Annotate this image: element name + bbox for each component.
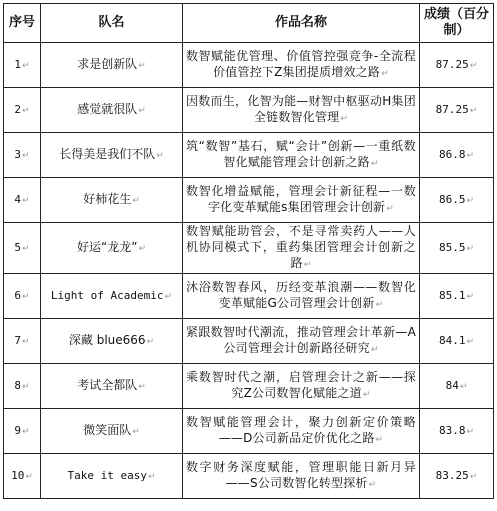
paragraph-mark-icon: ↵ xyxy=(469,472,478,482)
team-name-text: 好柿花生 xyxy=(83,192,132,206)
score-value xyxy=(420,454,494,499)
row-number xyxy=(4,88,41,133)
team-name-text: Take it easy xyxy=(67,469,147,482)
score-value-text: 87.25 xyxy=(435,58,469,71)
paragraph-mark-icon: ↵ xyxy=(132,196,140,206)
paragraph-mark-icon: ↵ xyxy=(469,106,478,116)
row-number-text: 7 xyxy=(14,334,22,347)
paragraph-mark-icon: ↵ xyxy=(164,292,173,302)
work-title-text: 数智化增益赋能，管理会计新征程—一数字化变革赋能s集团管理会计创新 xyxy=(186,184,416,214)
work-title-text: 因数而生，化智为能—财智中枢驱动H集团全链数智化管理 xyxy=(186,94,416,124)
paragraph-mark-icon: ↵ xyxy=(138,244,146,254)
work-title-text: 数字财务深度赋能，管理职能日新月异——S公司数智化转型探析 xyxy=(186,460,416,490)
team-name xyxy=(41,454,183,499)
paragraph-mark-icon: ↵ xyxy=(22,382,30,392)
work-title-text: 数智赋能优管理、价值管控强竞争-全流程价值管控下Z集团提质增效之路 xyxy=(186,49,416,79)
score-value-text: 86.5 xyxy=(438,193,466,206)
row-number-text: 9 xyxy=(14,424,22,437)
paragraph-mark-icon: ↵ xyxy=(22,337,30,347)
paragraph-mark-icon: ↵ xyxy=(466,196,475,206)
row-number xyxy=(4,364,41,409)
row-number-text: 8 xyxy=(14,379,22,392)
paragraph-mark-icon: ↵ xyxy=(466,292,475,302)
work-title xyxy=(183,454,420,499)
team-name-text: 求是创新队 xyxy=(77,57,138,71)
team-name-text: 微笑面队 xyxy=(83,423,132,437)
paragraph-mark-icon: ↵ xyxy=(22,196,30,206)
work-title xyxy=(183,178,420,223)
paragraph-mark-icon: ↵ xyxy=(459,382,468,392)
score-value xyxy=(420,319,494,364)
table-body xyxy=(4,43,494,499)
score-value-text: 85.1 xyxy=(438,289,466,302)
paragraph-mark-icon: ↵ xyxy=(303,260,312,270)
team-name-text: Light of Academic xyxy=(50,289,164,302)
header-team: 队名 xyxy=(41,4,183,43)
paragraph-mark-icon: ↵ xyxy=(22,61,30,71)
header-score: 成绩（百分制） xyxy=(420,4,494,43)
table-row xyxy=(4,454,494,499)
team-name-text: 深藏 blue666 xyxy=(68,333,146,347)
paragraph-mark-icon: ↵ xyxy=(340,114,349,124)
paragraph-mark-icon: ↵ xyxy=(156,151,164,161)
work-title-text: 沐浴数智春风，历经变革浪潮——数智化变革赋能G公司管理会计创新 xyxy=(186,280,416,310)
paragraph-mark-icon: ↵ xyxy=(138,382,146,392)
team-name xyxy=(41,133,183,178)
paragraph-mark-icon: ↵ xyxy=(22,106,30,116)
row-number xyxy=(4,274,41,319)
row-number xyxy=(4,178,41,223)
paragraph-mark-icon: ↵ xyxy=(22,244,30,254)
paragraph-mark-icon: ↵ xyxy=(466,337,475,347)
score-value-text: 84.1 xyxy=(438,334,466,347)
work-title xyxy=(183,409,420,454)
row-number xyxy=(4,223,41,274)
paragraph-mark-icon: ↵ xyxy=(146,337,155,347)
team-name xyxy=(41,88,183,133)
row-number-text: 3 xyxy=(14,148,22,161)
table-row xyxy=(4,274,494,319)
paragraph-mark-icon: ↵ xyxy=(386,204,394,214)
row-number xyxy=(4,409,41,454)
score-value xyxy=(420,43,494,88)
table-row xyxy=(4,364,494,409)
team-name xyxy=(41,364,183,409)
team-name-text: 长得美是我们不队 xyxy=(59,147,156,161)
table-row xyxy=(4,409,494,454)
team-name xyxy=(41,319,183,364)
paragraph-mark-icon: ↵ xyxy=(362,390,371,400)
paragraph-mark-icon: ↵ xyxy=(466,151,475,161)
work-title-text: 乘数智时代之潮，启管理会计之新——探究Z公司数智化赋能之道 xyxy=(186,370,416,400)
team-name-text: 好运“龙龙” xyxy=(77,240,138,254)
score-value xyxy=(420,133,494,178)
work-title xyxy=(183,88,420,133)
table-row xyxy=(4,88,494,133)
score-value-text: 84 xyxy=(445,379,459,392)
score-value xyxy=(420,178,494,223)
score-value xyxy=(420,409,494,454)
row-number-text: 4 xyxy=(14,193,22,206)
row-number xyxy=(4,133,41,178)
score-value xyxy=(420,274,494,319)
paragraph-mark-icon: ↵ xyxy=(368,480,377,490)
table-row xyxy=(4,319,494,364)
work-title-text: 紧跟数智时代潮流，推动管理会计革新—A公司管理会计创新路径研究 xyxy=(186,325,416,355)
team-name xyxy=(41,178,183,223)
score-value-text: 83.25 xyxy=(435,469,469,482)
paragraph-mark-icon: ↵ xyxy=(370,345,379,355)
paragraph-mark-icon: ↵ xyxy=(22,427,30,437)
table-row xyxy=(4,178,494,223)
team-name xyxy=(41,43,183,88)
work-title xyxy=(183,364,420,409)
work-title xyxy=(183,319,420,364)
team-name-text: 考试全都队 xyxy=(77,378,138,392)
row-number-text: 2 xyxy=(14,103,22,116)
score-value xyxy=(420,364,494,409)
team-name-text: 感觉就很队 xyxy=(77,102,138,116)
paragraph-mark-icon: ↵ xyxy=(147,472,156,482)
paragraph-mark-icon: ↵ xyxy=(22,292,30,302)
header-work: 作品名称 xyxy=(183,4,420,43)
paragraph-mark-icon: ↵ xyxy=(375,435,384,445)
score-value xyxy=(420,223,494,274)
score-value-text: 85.5 xyxy=(438,241,466,254)
row-number xyxy=(4,43,41,88)
work-title-text: 筑“数智”基石，赋“会计”创新—一重纸数智化赋能管理会计创新之路 xyxy=(186,139,416,169)
paragraph-mark-icon: ↵ xyxy=(25,472,33,482)
team-name xyxy=(41,223,183,274)
score-value-text: 83.8 xyxy=(438,424,466,437)
team-name xyxy=(41,274,183,319)
paragraph-mark-icon: ↵ xyxy=(375,300,384,310)
paragraph-mark-icon: ↵ xyxy=(132,427,140,437)
work-title xyxy=(183,133,420,178)
team-name xyxy=(41,409,183,454)
paragraph-mark-icon: ↵ xyxy=(469,61,478,71)
paragraph-mark-icon: ↵ xyxy=(370,159,379,169)
row-number-text: 5 xyxy=(14,241,22,254)
score-value-text: 86.8 xyxy=(438,148,466,161)
paragraph-mark-icon: ↵ xyxy=(381,69,389,79)
table-row xyxy=(4,223,494,274)
work-title-text: 数智赋能助管会，不是寻常卖药人——人机协同模式下，重药集团管理会计创新之路 xyxy=(186,224,416,270)
work-title xyxy=(183,43,420,88)
score-value xyxy=(420,88,494,133)
paragraph-mark-icon: ↵ xyxy=(466,427,475,437)
header-row xyxy=(4,4,494,43)
row-number xyxy=(4,454,41,499)
results-table xyxy=(3,3,494,499)
header-no: 序号 xyxy=(4,4,41,43)
row-number-text: 1 xyxy=(14,58,22,71)
paragraph-mark-icon: ↵ xyxy=(466,244,475,254)
paragraph-mark-icon: ↵ xyxy=(138,61,146,71)
work-title xyxy=(183,223,420,274)
row-number-text: 6 xyxy=(14,289,22,302)
row-number-text: 10 xyxy=(11,469,25,482)
row-number xyxy=(4,319,41,364)
table-row xyxy=(4,43,494,88)
work-title xyxy=(183,274,420,319)
score-value-text: 87.25 xyxy=(435,103,469,116)
paragraph-mark-icon: ↵ xyxy=(138,106,146,116)
table-row xyxy=(4,133,494,178)
paragraph-mark-icon: ↵ xyxy=(22,151,30,161)
work-title-text: 数智赋能管理会计，聚力创新定价策略——D公司新品定价优化之路 xyxy=(186,415,416,445)
